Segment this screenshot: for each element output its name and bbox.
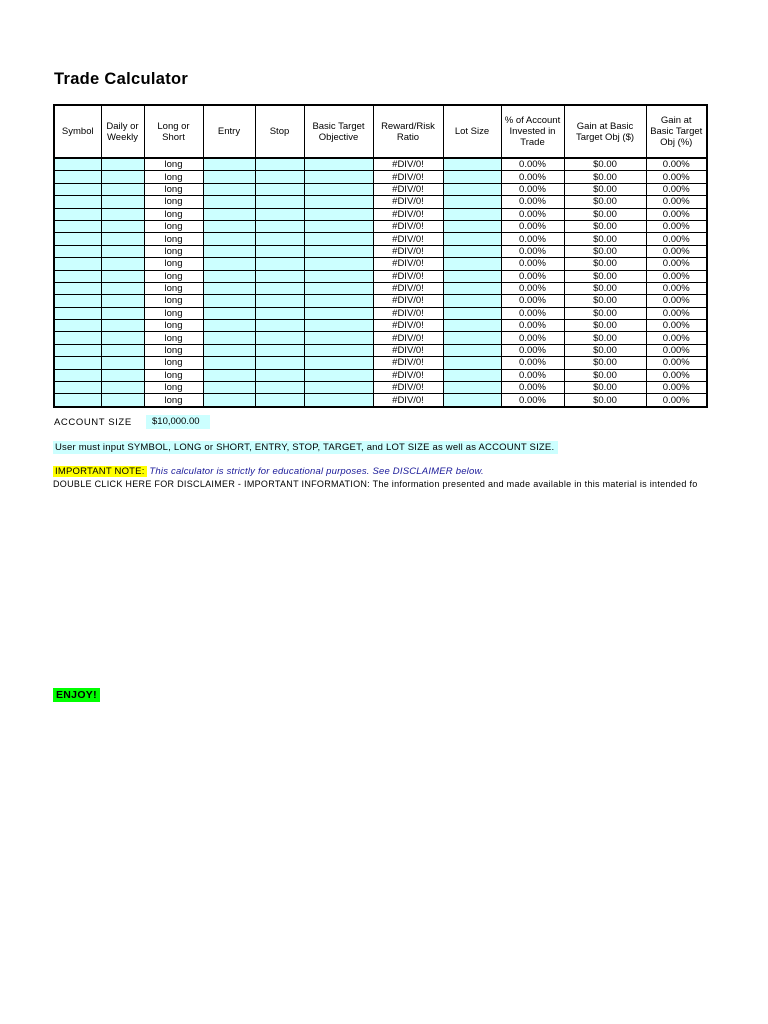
cell-entry[interactable]: [203, 307, 255, 319]
cell-pct-invested[interactable]: 0.00%: [501, 233, 564, 245]
cell-lot-size[interactable]: [443, 357, 501, 369]
table-row: [54, 270, 707, 282]
cell-lot-size[interactable]: [443, 270, 501, 282]
cell-entry[interactable]: [203, 344, 255, 356]
cell-pct-invested[interactable]: 0.00%: [501, 208, 564, 220]
cell-target[interactable]: [304, 332, 373, 344]
cell-symbol[interactable]: [54, 282, 101, 294]
cell-gain-dollar[interactable]: $0.00: [564, 282, 646, 294]
cell-lot-size[interactable]: [443, 158, 501, 171]
cell-pct-invested[interactable]: 0.00%: [501, 344, 564, 356]
table-row: [54, 258, 707, 270]
cell-symbol[interactable]: [54, 369, 101, 381]
cell-gain-pct[interactable]: 0.00%: [646, 158, 707, 171]
cell-target[interactable]: [304, 208, 373, 220]
cell-reward-risk[interactable]: #DIV/0!: [373, 220, 443, 232]
table-row: [54, 295, 707, 307]
cell-daily-weekly[interactable]: [101, 382, 144, 394]
cell-symbol[interactable]: [54, 320, 101, 332]
cell-gain-dollar[interactable]: $0.00: [564, 258, 646, 270]
cell-reward-risk[interactable]: #DIV/0!: [373, 332, 443, 344]
cell-target[interactable]: [304, 394, 373, 407]
cell-target[interactable]: [304, 220, 373, 232]
cell-target[interactable]: [304, 344, 373, 356]
cell-long-short[interactable]: long: [144, 307, 203, 319]
cell-entry[interactable]: [203, 295, 255, 307]
cell-gain-dollar[interactable]: $0.00: [564, 208, 646, 220]
cell-entry[interactable]: [203, 183, 255, 195]
cell-gain-dollar[interactable]: $0.00: [564, 357, 646, 369]
cell-entry[interactable]: [203, 369, 255, 381]
cell-symbol[interactable]: [54, 258, 101, 270]
cell-long-short[interactable]: long: [144, 183, 203, 195]
cell-gain-pct[interactable]: 0.00%: [646, 295, 707, 307]
cell-daily-weekly[interactable]: [101, 282, 144, 294]
header-target[interactable]: Basic Target Objective: [304, 105, 373, 158]
cell-long-short[interactable]: long: [144, 332, 203, 344]
cell-gain-pct[interactable]: 0.00%: [646, 183, 707, 195]
cell-reward-risk[interactable]: #DIV/0!: [373, 183, 443, 195]
cell-target[interactable]: [304, 320, 373, 332]
cell-long-short[interactable]: long: [144, 270, 203, 282]
cell-gain-pct[interactable]: 0.00%: [646, 270, 707, 282]
cell-long-short[interactable]: long: [144, 357, 203, 369]
cell-symbol[interactable]: [54, 382, 101, 394]
cell-reward-risk[interactable]: #DIV/0!: [373, 196, 443, 208]
cell-stop[interactable]: [255, 158, 304, 171]
cell-reward-risk[interactable]: #DIV/0!: [373, 382, 443, 394]
cell-lot-size[interactable]: [443, 233, 501, 245]
table-row: [54, 344, 707, 356]
header-pct-invested[interactable]: % of Account Invested in Trade: [501, 105, 564, 158]
cell-lot-size[interactable]: [443, 196, 501, 208]
cell-lot-size[interactable]: [443, 344, 501, 356]
cell-pct-invested[interactable]: 0.00%: [501, 171, 564, 183]
cell-entry[interactable]: [203, 171, 255, 183]
cell-symbol[interactable]: [54, 245, 101, 257]
cell-long-short[interactable]: long: [144, 282, 203, 294]
cell-pct-invested[interactable]: 0.00%: [501, 394, 564, 407]
cell-long-short[interactable]: long: [144, 208, 203, 220]
cell-target[interactable]: [304, 183, 373, 195]
cell-pct-invested[interactable]: 0.00%: [501, 196, 564, 208]
table-row: [54, 382, 707, 394]
cell-gain-pct[interactable]: 0.00%: [646, 220, 707, 232]
cell-gain-dollar[interactable]: $0.00: [564, 332, 646, 344]
instructions-text: User must input SYMBOL, LONG or SHORT, ENTRY, STOP, TARGET, and LOT SIZE as well as ACCOUNT SIZE.: [53, 441, 558, 454]
important-note-label: IMPORTANT NOTE:: [55, 466, 145, 477]
cell-daily-weekly[interactable]: [101, 171, 144, 183]
cell-stop[interactable]: [255, 270, 304, 282]
cell-stop[interactable]: [255, 258, 304, 270]
cell-gain-dollar[interactable]: $0.00: [564, 158, 646, 171]
table-row: [54, 332, 707, 344]
cell-daily-weekly[interactable]: [101, 332, 144, 344]
cell-reward-risk[interactable]: #DIV/0!: [373, 171, 443, 183]
cell-entry[interactable]: [203, 394, 255, 407]
cell-target[interactable]: [304, 245, 373, 257]
cell-gain-pct[interactable]: 0.00%: [646, 382, 707, 394]
cell-stop[interactable]: [255, 394, 304, 407]
cell-gain-pct[interactable]: 0.00%: [646, 307, 707, 319]
cell-reward-risk[interactable]: #DIV/0!: [373, 357, 443, 369]
cell-daily-weekly[interactable]: [101, 344, 144, 356]
cell-target[interactable]: [304, 307, 373, 319]
cell-long-short[interactable]: long: [144, 233, 203, 245]
cell-gain-dollar[interactable]: $0.00: [564, 220, 646, 232]
cell-long-short[interactable]: long: [144, 158, 203, 171]
cell-reward-risk[interactable]: #DIV/0!: [373, 344, 443, 356]
cell-daily-weekly[interactable]: [101, 320, 144, 332]
cell-lot-size[interactable]: [443, 332, 501, 344]
cell-stop[interactable]: [255, 320, 304, 332]
cell-long-short[interactable]: long: [144, 295, 203, 307]
cell-entry[interactable]: [203, 258, 255, 270]
cell-stop[interactable]: [255, 369, 304, 381]
cell-reward-risk[interactable]: #DIV/0!: [373, 369, 443, 381]
cell-lot-size[interactable]: [443, 307, 501, 319]
cell-stop[interactable]: [255, 344, 304, 356]
cell-stop[interactable]: [255, 295, 304, 307]
table-row: [54, 245, 707, 257]
cell-gain-pct[interactable]: 0.00%: [646, 369, 707, 381]
cell-gain-dollar[interactable]: $0.00: [564, 295, 646, 307]
header-daily-weekly[interactable]: Daily or Weekly: [101, 105, 144, 158]
cell-long-short[interactable]: long: [144, 220, 203, 232]
table-row: [54, 320, 707, 332]
cell-daily-weekly[interactable]: [101, 258, 144, 270]
cell-entry[interactable]: [203, 245, 255, 257]
cell-lot-size[interactable]: [443, 258, 501, 270]
cell-long-short[interactable]: long: [144, 394, 203, 407]
cell-gain-dollar[interactable]: $0.00: [564, 394, 646, 407]
cell-long-short[interactable]: long: [144, 344, 203, 356]
cell-lot-size[interactable]: [443, 282, 501, 294]
enjoy-banner: ENJOY!: [53, 688, 100, 702]
cell-entry[interactable]: [203, 220, 255, 232]
cell-daily-weekly[interactable]: [101, 158, 144, 171]
cell-stop[interactable]: [255, 220, 304, 232]
cell-entry[interactable]: [203, 320, 255, 332]
cell-daily-weekly[interactable]: [101, 245, 144, 257]
cell-gain-pct[interactable]: 0.00%: [646, 282, 707, 294]
table-row: [54, 369, 707, 381]
cell-target[interactable]: [304, 295, 373, 307]
cell-entry[interactable]: [203, 382, 255, 394]
cell-target[interactable]: [304, 369, 373, 381]
account-size-input[interactable]: $10,000.00: [146, 415, 210, 429]
cell-target[interactable]: [304, 258, 373, 270]
cell-symbol[interactable]: [54, 171, 101, 183]
header-stop[interactable]: Stop: [255, 105, 304, 158]
cell-long-short[interactable]: long: [144, 369, 203, 381]
cell-lot-size[interactable]: [443, 208, 501, 220]
cell-lot-size[interactable]: [443, 320, 501, 332]
cell-target[interactable]: [304, 158, 373, 171]
cell-daily-weekly[interactable]: [101, 183, 144, 195]
disclaimer-link[interactable]: DOUBLE CLICK HERE FOR DISCLAIMER - IMPORTANT INFORMATION: The information presented and made available in this material is intended fo: [53, 479, 698, 489]
cell-gain-dollar[interactable]: $0.00: [564, 233, 646, 245]
cell-reward-risk[interactable]: #DIV/0!: [373, 307, 443, 319]
cell-target[interactable]: [304, 196, 373, 208]
cell-gain-dollar[interactable]: $0.00: [564, 344, 646, 356]
cell-lot-size[interactable]: [443, 183, 501, 195]
cell-lot-size[interactable]: [443, 295, 501, 307]
cell-entry[interactable]: [203, 270, 255, 282]
cell-gain-pct[interactable]: 0.00%: [646, 233, 707, 245]
cell-gain-pct[interactable]: 0.00%: [646, 394, 707, 407]
cell-daily-weekly[interactable]: [101, 196, 144, 208]
table-row: [54, 196, 707, 208]
cell-stop[interactable]: [255, 382, 304, 394]
header-reward-risk[interactable]: Reward/Risk Ratio: [373, 105, 443, 158]
cell-reward-risk[interactable]: #DIV/0!: [373, 295, 443, 307]
cell-pct-invested[interactable]: 0.00%: [501, 295, 564, 307]
cell-entry[interactable]: [203, 357, 255, 369]
cell-pct-invested[interactable]: 0.00%: [501, 369, 564, 381]
table-row: [54, 158, 707, 171]
cell-pct-invested[interactable]: 0.00%: [501, 158, 564, 171]
cell-symbol[interactable]: [54, 196, 101, 208]
important-note-text: This calculator is strictly for educational purposes. See DISCLAIMER below.: [146, 466, 484, 477]
cell-gain-dollar[interactable]: $0.00: [564, 320, 646, 332]
header-row: [54, 105, 707, 158]
cell-symbol[interactable]: [54, 220, 101, 232]
cell-stop[interactable]: [255, 307, 304, 319]
cell-symbol[interactable]: [54, 332, 101, 344]
cell-long-short[interactable]: long: [144, 320, 203, 332]
cell-entry[interactable]: [203, 332, 255, 344]
cell-symbol[interactable]: [54, 295, 101, 307]
cell-daily-weekly[interactable]: [101, 220, 144, 232]
cell-pct-invested[interactable]: 0.00%: [501, 270, 564, 282]
table-row: [54, 171, 707, 183]
cell-symbol[interactable]: [54, 344, 101, 356]
cell-gain-pct[interactable]: 0.00%: [646, 245, 707, 257]
header-lot-size[interactable]: Lot Size: [443, 105, 501, 158]
table-row: [54, 183, 707, 195]
cell-long-short[interactable]: long: [144, 245, 203, 257]
cell-gain-pct[interactable]: 0.00%: [646, 332, 707, 344]
cell-reward-risk[interactable]: #DIV/0!: [373, 282, 443, 294]
cell-stop[interactable]: [255, 233, 304, 245]
cell-entry[interactable]: [203, 196, 255, 208]
cell-reward-risk[interactable]: #DIV/0!: [373, 258, 443, 270]
table-row: [54, 220, 707, 232]
cell-long-short[interactable]: long: [144, 171, 203, 183]
cell-gain-dollar[interactable]: $0.00: [564, 183, 646, 195]
cell-gain-pct[interactable]: 0.00%: [646, 344, 707, 356]
cell-pct-invested[interactable]: 0.00%: [501, 258, 564, 270]
cell-pct-invested[interactable]: 0.00%: [501, 320, 564, 332]
cell-stop[interactable]: [255, 171, 304, 183]
cell-daily-weekly[interactable]: [101, 270, 144, 282]
cell-pct-invested[interactable]: 0.00%: [501, 307, 564, 319]
cell-pct-invested[interactable]: 0.00%: [501, 220, 564, 232]
cell-daily-weekly[interactable]: [101, 307, 144, 319]
cell-daily-weekly[interactable]: [101, 357, 144, 369]
cell-gain-pct[interactable]: 0.00%: [646, 196, 707, 208]
cell-lot-size[interactable]: [443, 245, 501, 257]
header-long-short[interactable]: Long or Short: [144, 105, 203, 158]
cell-gain-pct[interactable]: 0.00%: [646, 320, 707, 332]
cell-stop[interactable]: [255, 357, 304, 369]
cell-lot-size[interactable]: [443, 394, 501, 407]
cell-reward-risk[interactable]: #DIV/0!: [373, 158, 443, 171]
cell-lot-size[interactable]: [443, 220, 501, 232]
header-entry[interactable]: Entry: [203, 105, 255, 158]
cell-symbol[interactable]: [54, 270, 101, 282]
cell-symbol[interactable]: [54, 208, 101, 220]
cell-gain-pct[interactable]: 0.00%: [646, 258, 707, 270]
cell-target[interactable]: [304, 357, 373, 369]
cell-long-short[interactable]: long: [144, 382, 203, 394]
cell-reward-risk[interactable]: #DIV/0!: [373, 320, 443, 332]
cell-entry[interactable]: [203, 158, 255, 171]
table-row: [54, 282, 707, 294]
trade-table: [53, 104, 708, 408]
cell-gain-dollar[interactable]: $0.00: [564, 369, 646, 381]
header-gain-pct[interactable]: Gain at Basic Target Obj (%): [646, 105, 707, 158]
cell-stop[interactable]: [255, 183, 304, 195]
table-row: [54, 208, 707, 220]
cell-lot-size[interactable]: [443, 382, 501, 394]
table-row: [54, 307, 707, 319]
cell-target[interactable]: [304, 382, 373, 394]
cell-daily-weekly[interactable]: [101, 369, 144, 381]
account-size-label: ACCOUNT SIZE: [54, 417, 132, 428]
cell-symbol[interactable]: [54, 233, 101, 245]
table-row: [54, 357, 707, 369]
cell-gain-pct[interactable]: 0.00%: [646, 357, 707, 369]
cell-daily-weekly[interactable]: [101, 295, 144, 307]
cell-stop[interactable]: [255, 208, 304, 220]
cell-entry[interactable]: [203, 233, 255, 245]
cell-symbol[interactable]: [54, 158, 101, 171]
cell-pct-invested[interactable]: 0.00%: [501, 332, 564, 344]
cell-target[interactable]: [304, 270, 373, 282]
cell-gain-dollar[interactable]: $0.00: [564, 196, 646, 208]
cell-gain-dollar[interactable]: $0.00: [564, 307, 646, 319]
cell-reward-risk[interactable]: #DIV/0!: [373, 270, 443, 282]
cell-gain-dollar[interactable]: $0.00: [564, 245, 646, 257]
cell-lot-size[interactable]: [443, 369, 501, 381]
cell-reward-risk[interactable]: #DIV/0!: [373, 233, 443, 245]
cell-pct-invested[interactable]: 0.00%: [501, 282, 564, 294]
cell-stop[interactable]: [255, 332, 304, 344]
cell-pct-invested[interactable]: 0.00%: [501, 382, 564, 394]
header-symbol[interactable]: Symbol: [54, 105, 101, 158]
cell-reward-risk[interactable]: #DIV/0!: [373, 245, 443, 257]
cell-daily-weekly[interactable]: [101, 394, 144, 407]
cell-gain-pct[interactable]: 0.00%: [646, 208, 707, 220]
cell-target[interactable]: [304, 233, 373, 245]
cell-gain-dollar[interactable]: $0.00: [564, 171, 646, 183]
cell-pct-invested[interactable]: 0.00%: [501, 357, 564, 369]
table-row: [54, 394, 707, 407]
cell-gain-dollar[interactable]: $0.00: [564, 270, 646, 282]
cell-long-short[interactable]: long: [144, 196, 203, 208]
table-row: [54, 233, 707, 245]
sheet-title: Trade Calculator: [54, 70, 189, 88]
important-note: [53, 466, 484, 477]
cell-gain-pct[interactable]: 0.00%: [646, 171, 707, 183]
cell-symbol[interactable]: [54, 307, 101, 319]
cell-symbol[interactable]: [54, 394, 101, 407]
cell-target[interactable]: [304, 282, 373, 294]
cell-long-short[interactable]: long: [144, 258, 203, 270]
cell-gain-dollar[interactable]: $0.00: [564, 382, 646, 394]
cell-target[interactable]: [304, 171, 373, 183]
header-gain-dollar[interactable]: Gain at Basic Target Obj ($): [564, 105, 646, 158]
cell-stop[interactable]: [255, 282, 304, 294]
cell-pct-invested[interactable]: 0.00%: [501, 183, 564, 195]
cell-stop[interactable]: [255, 196, 304, 208]
cell-stop[interactable]: [255, 245, 304, 257]
cell-entry[interactable]: [203, 282, 255, 294]
cell-reward-risk[interactable]: #DIV/0!: [373, 208, 443, 220]
cell-symbol[interactable]: [54, 183, 101, 195]
cell-daily-weekly[interactable]: [101, 208, 144, 220]
trade-rows: [54, 158, 707, 407]
cell-symbol[interactable]: [54, 357, 101, 369]
cell-reward-risk[interactable]: #DIV/0!: [373, 394, 443, 407]
cell-daily-weekly[interactable]: [101, 233, 144, 245]
cell-pct-invested[interactable]: 0.00%: [501, 245, 564, 257]
cell-lot-size[interactable]: [443, 171, 501, 183]
cell-entry[interactable]: [203, 208, 255, 220]
